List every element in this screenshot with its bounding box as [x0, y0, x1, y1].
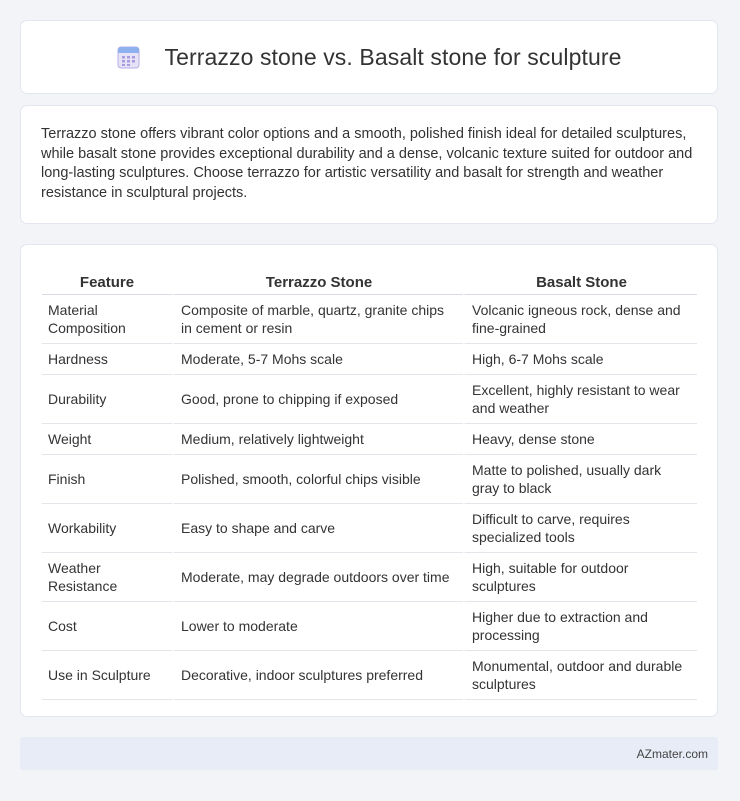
comparison-table	[42, 265, 697, 700]
feature-cell: Weather Resistance	[42, 553, 172, 602]
terrazzo-cell: Lower to moderate	[172, 602, 463, 651]
table-row	[42, 295, 697, 344]
calendar-icon	[116, 44, 142, 70]
intro-card	[20, 105, 718, 224]
terrazzo-cell: Decorative, indoor sculptures preferred	[172, 651, 463, 700]
basalt-cell: Difficult to carve, requires specialized tools	[463, 504, 697, 553]
footer-site-link[interactable]: AZmater.com	[636, 746, 708, 761]
comparison-table-card	[20, 244, 718, 717]
table-row	[42, 455, 697, 504]
table-row	[42, 375, 697, 424]
feature-cell: Cost	[42, 602, 172, 651]
feature-cell: Weight	[42, 424, 172, 455]
feature-cell: Finish	[42, 455, 172, 504]
header-basalt: Basalt Stone	[463, 265, 697, 295]
intro-paragraph: Terrazzo stone offers vibrant color options and a smooth, polished finish ideal for detailed sculptures, while basalt stone provides exceptional durability and a dense, volcanic texture suited for outdoor and long-lasting sculptures. Choose terrazzo for artistic versatility and basalt for strength and weather resistance in sculptural projects.	[41, 126, 693, 201]
feature-cell: Durability	[42, 375, 172, 424]
terrazzo-cell: Medium, relatively lightweight	[172, 424, 463, 455]
page-title: Terrazzo stone vs. Basalt stone for sculpture	[164, 43, 622, 70]
feature-cell: Hardness	[42, 344, 172, 375]
terrazzo-cell: Easy to shape and carve	[172, 504, 463, 553]
basalt-cell: Matte to polished, usually dark gray to black	[463, 455, 697, 504]
terrazzo-cell: Polished, smooth, colorful chips visible	[172, 455, 463, 504]
header-terrazzo: Terrazzo Stone	[172, 265, 463, 295]
table-row	[42, 504, 697, 553]
feature-cell: Workability	[42, 504, 172, 553]
basalt-cell: Volcanic igneous rock, dense and fine-grained	[463, 295, 697, 344]
header-feature: Feature	[42, 265, 172, 295]
basalt-cell: Excellent, highly resistant to wear and weather	[463, 375, 697, 424]
terrazzo-cell: Composite of marble, quartz, granite chips in cement or resin	[172, 295, 463, 344]
footer-bar	[20, 737, 718, 770]
title-card	[20, 20, 718, 94]
basalt-cell: Heavy, dense stone	[463, 424, 697, 455]
feature-cell: Material Composition	[42, 295, 172, 344]
terrazzo-cell: Good, prone to chipping if exposed	[172, 375, 463, 424]
feature-cell: Use in Sculpture	[42, 651, 172, 700]
basalt-cell: High, suitable for outdoor sculptures	[463, 553, 697, 602]
terrazzo-cell: Moderate, 5-7 Mohs scale	[172, 344, 463, 375]
basalt-cell: Monumental, outdoor and durable sculptures	[463, 651, 697, 700]
terrazzo-cell: Moderate, may degrade outdoors over time	[172, 553, 463, 602]
table-row	[42, 602, 697, 651]
basalt-cell: High, 6-7 Mohs scale	[463, 344, 697, 375]
table-row	[42, 651, 697, 700]
table-row	[42, 553, 697, 602]
table-header-row	[42, 265, 697, 295]
basalt-cell: Higher due to extraction and processing	[463, 602, 697, 651]
table-row	[42, 344, 697, 375]
table-row	[42, 424, 697, 455]
